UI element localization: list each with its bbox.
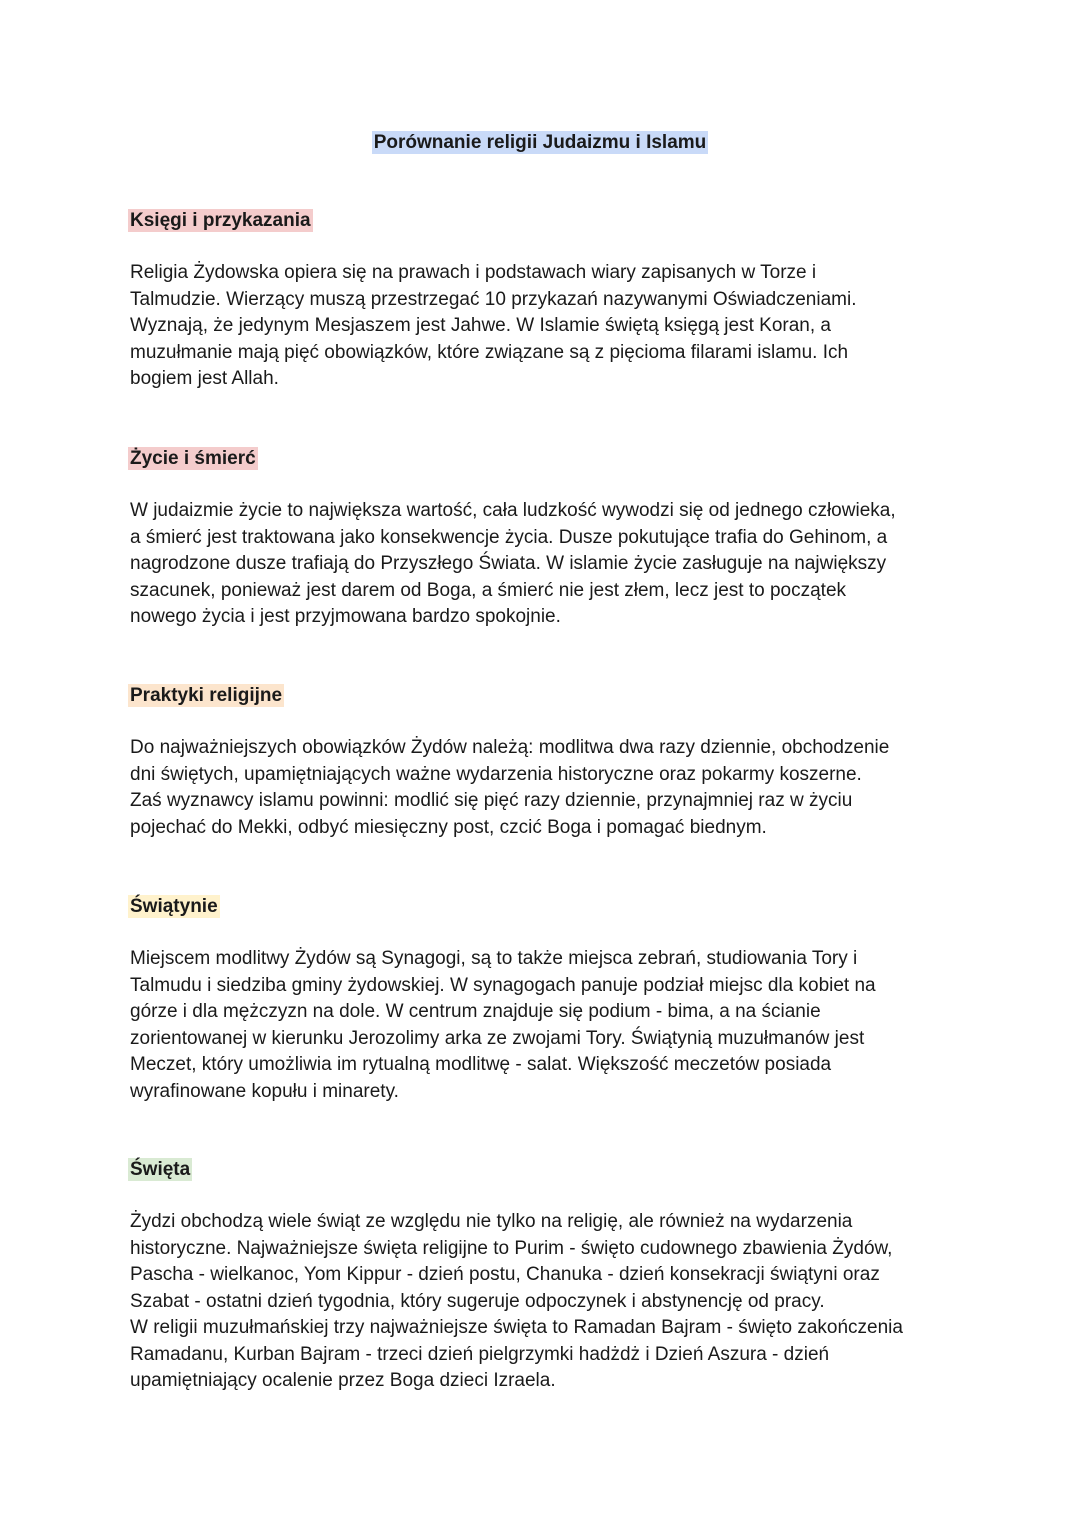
section-heading-zycie (130, 447, 258, 471)
text-line: Ramadanu, Kurban Bajram - trzeci dzień pielgrzymki hadżdż i Dzień Aszura - dzień (130, 1343, 830, 1365)
text-line: bogiem jest Allah. (130, 368, 279, 389)
section-body-praktyki (130, 735, 960, 841)
section-body-ksiegi (130, 260, 960, 393)
text-line: dni świętych, upamiętniających ważne wydarzenia historyczne oraz pokarmy koszerne. (130, 763, 862, 785)
section-heading-swiatynie (130, 895, 220, 919)
text-line: górze i dla mężczyzn na dole. W centrum znajduje się podium - bima, a na ścianie (130, 1001, 821, 1022)
section-body-swieta (130, 1209, 960, 1395)
text-line: wyrafinowane kopułu i minarety. (130, 1080, 399, 1102)
text-line: upamiętniający ocalenie przez Boga dzieci Izraela. (130, 1370, 556, 1391)
text-line: Zaś wyznawcy islamu powinni: modlić się pięć razy dziennie, przynajmniej raz w życiu (130, 790, 853, 811)
text-line: a śmierć jest traktowana jako konsekwencje życia. Dusze pokutujące trafia do Gehinom, a (130, 526, 888, 548)
text-line: szacunek, ponieważ jest darem od Boga, a śmierć nie jest złem, lecz jest to początek (130, 579, 847, 601)
section-heading-text: Święta (130, 1159, 191, 1180)
text-line: zorientowanej w kierunku Jerozolimy arka ze zwojami Tory. Świątynią muzułmanów jest (130, 1027, 865, 1049)
section-heading-text: Świątynie (130, 896, 218, 917)
text-line: Talmudzie. Wierzący muszą przestrzegać 10 przykazań nazywanymi Oświadczeniami. (130, 288, 857, 310)
text-line: Talmudu i siedziba gminy żydowskiej. W synagogach panuje podział miejsc dla kobiet na (130, 974, 876, 996)
text-line: Miejscem modlitwy Żydów są Synagogi, są to także miejsca zebrań, studiowania Tory i (130, 948, 858, 969)
text-line: Wyznają, że jedynym Mesjaszem jest Jahwe. W Islamie świętą księgą jest Koran, a (130, 315, 831, 336)
text-line: Meczet, który umożliwia im rytualną modlitwę - salat. Większość meczetów posiada (130, 1054, 832, 1075)
section-body-zycie (130, 498, 960, 631)
section-heading-text: Księgi i przykazania (130, 210, 311, 231)
text-line: Pascha - wielkanoc, Yom Kippur - dzień postu, Chanuka - dzień konsekracji świątyni oraz (130, 1264, 880, 1285)
text-line: historyczne. Najważniejsze święta religijne to Purim - święto cudownego zbawienia Żydów, (130, 1237, 893, 1259)
document-title-text: Porównanie religii Judaizmu i Islamu (373, 132, 707, 153)
text-line: Religia Żydowska opiera się na prawach i podstawach wiary zapisanych w Torze i (130, 262, 817, 283)
section-body-swiatynie (130, 946, 960, 1105)
text-line: Do najważniejszych obowiązków Żydów należą: modlitwa dwa razy dziennie, obchodzenie (130, 737, 890, 758)
document-title (0, 131, 1080, 155)
section-heading-praktyki (130, 684, 284, 708)
section-heading-swieta (130, 1158, 192, 1182)
text-line: nagrodzone dusze trafiają do Przyszłego Świata. W islamie życie zasługuje na największy (130, 553, 887, 574)
section-heading-text: Życie i śmierć (130, 448, 256, 469)
text-line: W religii muzułmańskiej trzy najważniejsze święta to Ramadan Bajram - święto zakończenia (130, 1317, 903, 1338)
section-heading-text: Praktyki religijne (130, 685, 283, 706)
text-line: pojechać do Mekki, odbyć miesięczny post, czcić Boga i pomagać biednym. (130, 816, 767, 838)
text-line: W judaizmie życie to największa wartość, cała ludzkość wywodzi się od jednego człowieka, (130, 500, 896, 521)
section-heading-ksiegi (130, 209, 313, 233)
text-line: nowego życia i jest przyjmowana bardzo spokojnie. (130, 606, 561, 627)
text-line: Szabat - ostatni dzień tygodnia, który sugeruje odpoczynek i abstynencję od pracy. (130, 1290, 825, 1312)
text-line: Żydzi obchodzą wiele świąt ze względu nie tylko na religię, ale również na wydarzenia (130, 1211, 853, 1232)
text-line: muzułmanie mają pięć obowiązków, które związane są z pięcioma filarami islamu. Ich (130, 341, 849, 363)
